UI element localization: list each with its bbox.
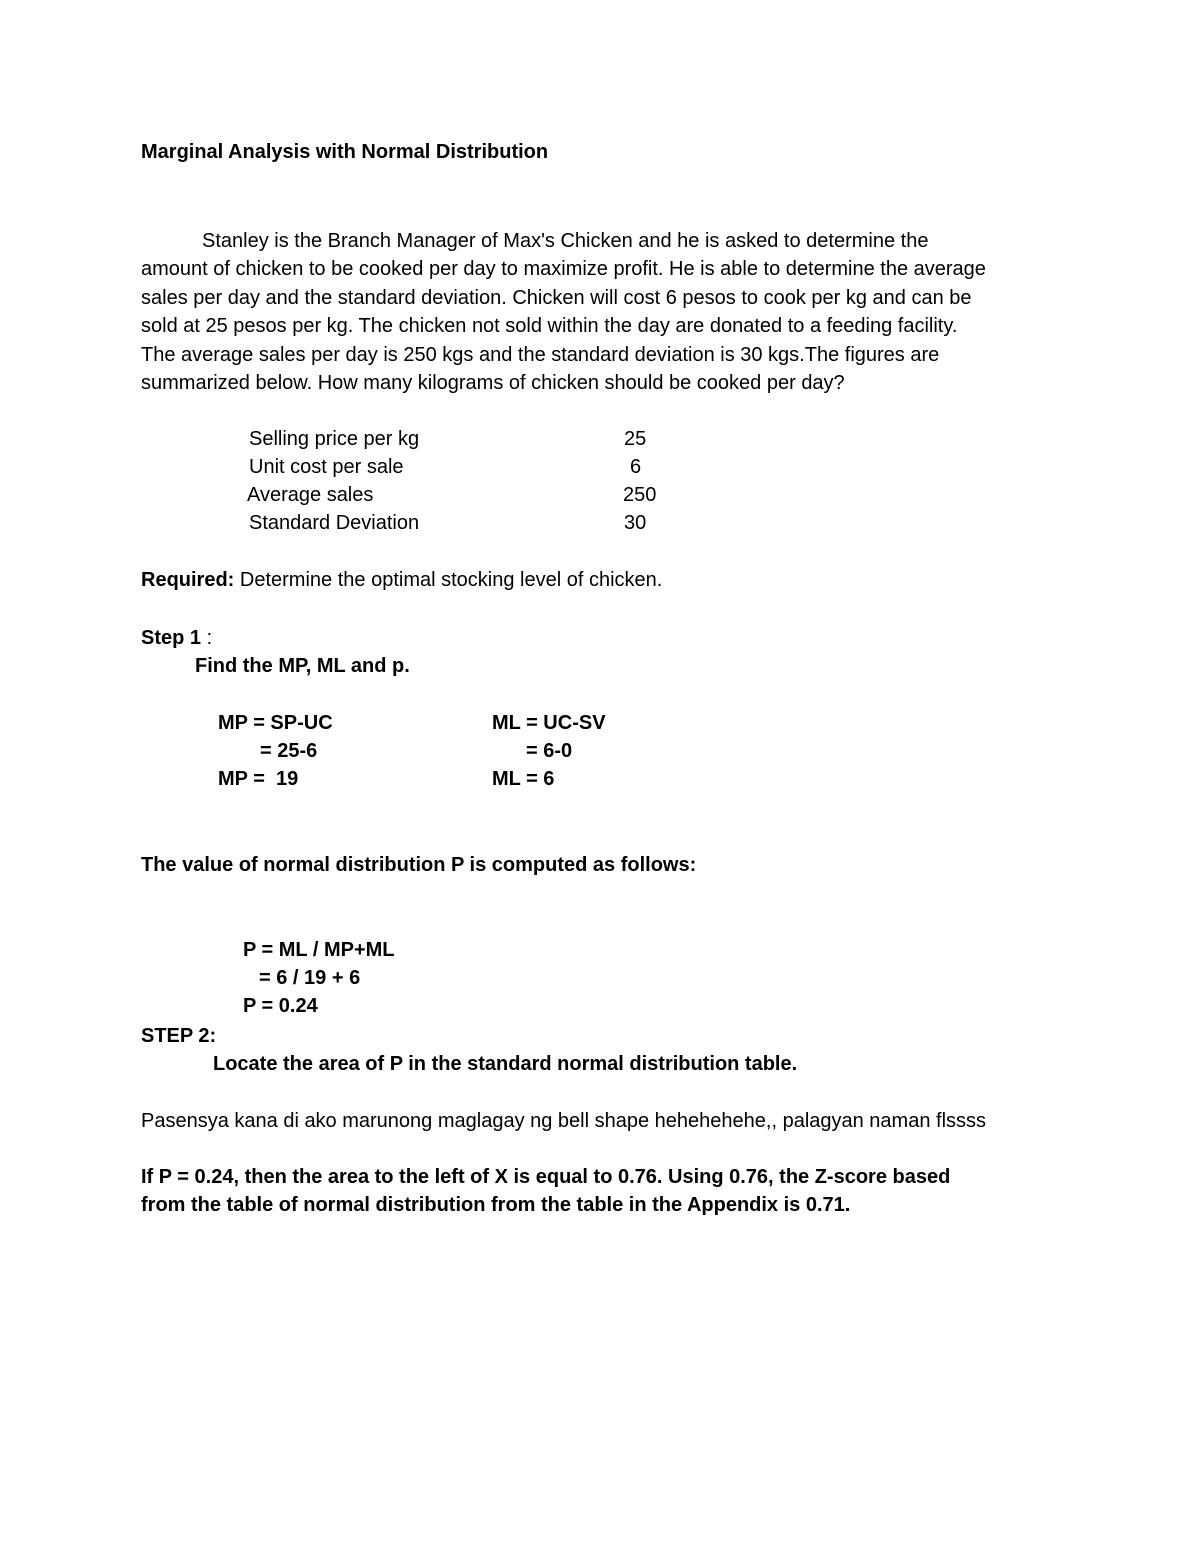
mp-result: MP = 19 [218, 768, 299, 790]
summary-label: Unit cost per sale [249, 456, 404, 478]
problem-line: summarized below. How many kilograms of chicken should be cooked per day? [141, 372, 845, 395]
summary-label: Standard Deviation [249, 512, 420, 534]
ml-formula: ML = UC-SV [492, 712, 606, 734]
summary-label: Average sales [247, 484, 374, 506]
p-formula: P = ML / MP+ML [243, 939, 395, 961]
step1-instruction: Find the MP, ML and p. [195, 655, 410, 677]
summary-value: 25 [624, 428, 647, 450]
ml-result: ML = 6 [492, 768, 555, 790]
problem-line: amount of chicken to be cooked per day to maximize profit. He is able to determine the average [141, 258, 986, 281]
p-result: P = 0.24 [243, 995, 318, 1017]
summary-value: 30 [624, 512, 647, 534]
mp-substitution: = 25-6 [260, 740, 318, 762]
step2-label: STEP 2: [141, 1025, 217, 1047]
step1-colon: : [201, 627, 213, 649]
problem-line: The average sales per day is 250 kgs and the standard deviation is 30 kgs.The figures are [141, 343, 940, 366]
step1-label: Step 1 [141, 627, 202, 649]
author-note: Pasensya kana di ako marunong maglagay ng bell shape hehehehehe,, palagyan naman flssss [141, 1110, 987, 1132]
problem-line: sales per day and the standard deviation. Chicken will cost 6 pesos to cook per kg and can be [141, 286, 972, 309]
problem-line: sold at 25 pesos per kg. The chicken not sold within the day are donated to a feeding facility. [141, 315, 958, 338]
ml-substitution: = 6-0 [526, 740, 573, 762]
conclusion-line: If P = 0.24, then the area to the left of X is equal to 0.76. Using 0.76, the Z-score based [141, 1166, 951, 1188]
problem-paragraph [141, 227, 1061, 397]
required-text: Determine the optimal stocking level of chicken. [234, 569, 663, 591]
required-label: Required: [141, 569, 235, 591]
p-substitution: = 6 / 19 + 6 [259, 967, 361, 989]
problem-line: Stanley is the Branch Manager of Max's Chicken and he is asked to determine the [202, 230, 929, 252]
mp-formula: MP = SP-UC [218, 712, 333, 734]
summary-value: 250 [623, 484, 657, 506]
required-line [141, 566, 662, 594]
conclusion-line: from the table of normal distribution from the table in the Appendix is 0.71. [141, 1194, 851, 1216]
summary-label: Selling price per kg [249, 428, 420, 450]
summary-value: 6 [630, 456, 642, 478]
document-title: Marginal Analysis with Normal Distribution [141, 141, 549, 163]
step1-heading [141, 624, 212, 652]
normal-distribution-heading: The value of normal distribution P is computed as follows: [141, 854, 697, 876]
step2-instruction: Locate the area of P in the standard normal distribution table. [213, 1053, 798, 1075]
